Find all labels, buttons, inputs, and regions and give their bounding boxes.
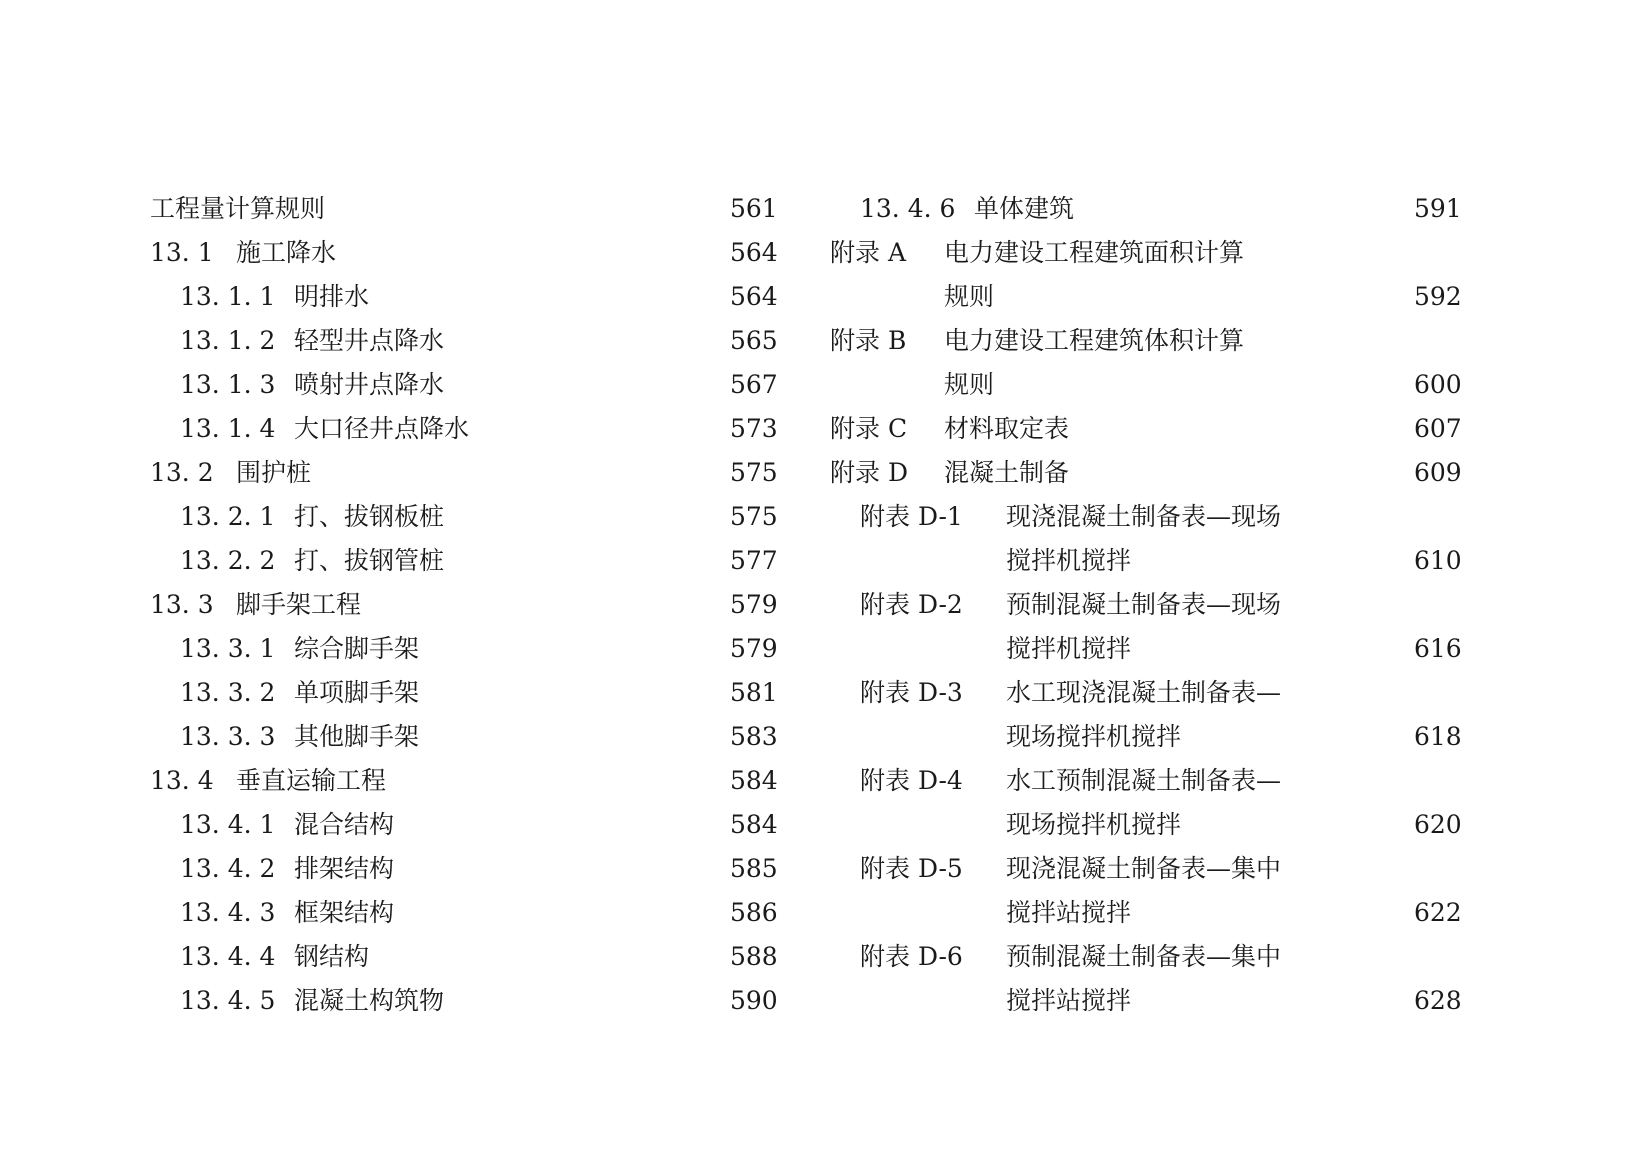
entry-number: 13. 2 [150, 458, 214, 487]
entry-page: 607 [1414, 414, 1462, 443]
entry-number: 附录 C [830, 414, 908, 443]
dot-leader [408, 847, 716, 891]
entry-page: 575 [730, 502, 778, 531]
entry-title: 预制混凝土制备表—现场 [1006, 590, 1282, 619]
entry-number: 13. 4. 2 [180, 854, 276, 883]
dot-leader [1008, 275, 1400, 319]
entry-number: 13. 4. 3 [180, 898, 276, 927]
dot-leader [325, 451, 716, 495]
entry-title: 电力建设工程建筑面积计算 [944, 238, 1245, 267]
toc-entry-continuation[interactable] [830, 627, 1462, 671]
dot-leader [1088, 187, 1400, 231]
toc-entry[interactable] [830, 847, 1458, 891]
dot-leader [1008, 363, 1400, 407]
entry-number: 附表 D-4 [860, 766, 963, 795]
toc-entry[interactable] [150, 495, 778, 539]
dot-leader [375, 583, 716, 627]
entry-page: 583 [730, 722, 778, 751]
entry-title-continuation: 现场搅拌机搅拌 [1006, 722, 1182, 751]
entry-number: 13. 3. 1 [180, 634, 276, 663]
entry-page: 609 [1414, 458, 1462, 487]
entry-page: 577 [730, 546, 778, 575]
entry-number: 附表 D-2 [860, 590, 963, 619]
entry-page: 628 [1414, 986, 1462, 1015]
dot-leader [1195, 803, 1400, 847]
entry-title: 综合脚手架 [294, 634, 420, 663]
entry-page: 561 [730, 194, 778, 223]
entry-page: 581 [730, 678, 778, 707]
dot-leader [383, 275, 716, 319]
entry-page: 588 [730, 942, 778, 971]
entry-title: 明排水 [294, 282, 370, 311]
dot-leader [458, 495, 716, 539]
entry-page: 622 [1414, 898, 1462, 927]
entry-number: 13. 4. 1 [180, 810, 276, 839]
entry-page: 564 [730, 282, 778, 311]
entry-title-continuation: 搅拌站搅拌 [1006, 898, 1132, 927]
toc-entry[interactable] [830, 583, 1458, 627]
toc-entry[interactable] [150, 935, 778, 979]
dot-leader [458, 539, 716, 583]
toc-entry[interactable] [150, 759, 778, 803]
toc-entry[interactable] [830, 671, 1458, 715]
toc-entry[interactable] [150, 319, 778, 363]
toc-entry[interactable] [150, 847, 778, 891]
toc-entry[interactable] [150, 407, 778, 451]
entry-title-continuation: 规则 [944, 370, 995, 399]
toc-entry-continuation[interactable] [830, 979, 1462, 1023]
toc-entry-continuation[interactable] [830, 363, 1462, 407]
entry-title: 混凝土制备 [944, 458, 1070, 487]
entry-title: 轻型井点降水 [294, 326, 445, 355]
toc-entry[interactable] [150, 275, 778, 319]
entry-number: 13. 4 [150, 766, 214, 795]
entry-title: 单体建筑 [974, 194, 1075, 223]
dot-leader [408, 891, 716, 935]
entry-title: 大口径井点降水 [294, 414, 470, 443]
entry-number: 附表 D-1 [860, 502, 963, 531]
entry-title-continuation: 规则 [944, 282, 995, 311]
toc-entry[interactable] [830, 451, 1462, 495]
entry-title: 钢结构 [294, 942, 370, 971]
entry-number: 13. 2. 1 [180, 502, 276, 531]
entry-page: 579 [730, 590, 778, 619]
entry-page: 590 [730, 986, 778, 1015]
toc-entry[interactable] [150, 231, 778, 275]
entry-title: 喷射井点降水 [294, 370, 445, 399]
entry-title: 现浇混凝土制备表—集中 [1006, 854, 1282, 883]
entry-number: 13. 1 [150, 238, 214, 267]
toc-entry[interactable] [830, 231, 1458, 275]
entry-number: 13. 2. 2 [180, 546, 276, 575]
dot-leader [1145, 891, 1400, 935]
dot-leader [408, 803, 716, 847]
toc-entry-continuation[interactable] [830, 803, 1462, 847]
dot-leader [458, 319, 716, 363]
entry-title: 单项脚手架 [294, 678, 420, 707]
entry-number: 附表 D-6 [860, 942, 963, 971]
entry-title: 垂直运输工程 [236, 766, 387, 795]
toc-entry[interactable] [150, 451, 778, 495]
entry-title: 排架结构 [294, 854, 395, 883]
entry-page: 584 [730, 810, 778, 839]
entry-title: 水工现浇混凝土制备表— [1006, 678, 1282, 707]
entry-number: 附表 D-3 [860, 678, 963, 707]
toc-right-column [830, 187, 1462, 1023]
entry-title: 混凝土构筑物 [294, 986, 445, 1015]
dot-leader [350, 231, 716, 275]
entry-page: 564 [730, 238, 778, 267]
entry-title-continuation: 现场搅拌机搅拌 [1006, 810, 1182, 839]
toc-entry[interactable] [150, 891, 778, 935]
entry-title: 施工降水 [236, 238, 337, 267]
entry-title: 框架结构 [294, 898, 395, 927]
entry-page: 610 [1414, 546, 1462, 575]
entry-page: 585 [730, 854, 778, 883]
entry-title: 水工预制混凝土制备表— [1006, 766, 1282, 795]
toc-entry[interactable] [150, 979, 778, 1023]
toc-entry[interactable] [830, 319, 1458, 363]
entry-title-continuation: 搅拌机搅拌 [1006, 634, 1132, 663]
entry-number: 13. 3 [150, 590, 214, 619]
toc-entry[interactable] [150, 715, 778, 759]
entry-number: 13. 4. 4 [180, 942, 276, 971]
toc-entry[interactable] [150, 627, 778, 671]
entry-page: 567 [730, 370, 778, 399]
toc-entry-continuation[interactable] [830, 891, 1462, 935]
toc-entry[interactable] [150, 187, 778, 231]
entry-number: 13. 4. 5 [180, 986, 276, 1015]
dot-leader [458, 363, 716, 407]
entry-page: 579 [730, 634, 778, 663]
entry-page: 616 [1414, 634, 1462, 663]
entry-title: 材料取定表 [944, 414, 1070, 443]
entry-title: 其他脚手架 [294, 722, 420, 751]
toc-entry[interactable] [830, 495, 1458, 539]
dot-leader [433, 627, 716, 671]
toc-entry[interactable] [830, 759, 1458, 803]
entry-number: 附录 B [830, 326, 907, 355]
entry-number: 13. 1. 4 [180, 414, 276, 443]
toc-entry[interactable] [150, 583, 778, 627]
entry-page: 618 [1414, 722, 1462, 751]
entry-title: 脚手架工程 [236, 590, 362, 619]
entry-page: 584 [730, 766, 778, 795]
entry-number: 13. 4. 6 [860, 194, 956, 223]
toc-left-column [150, 187, 778, 1023]
toc-entry[interactable] [830, 935, 1458, 979]
entry-title-continuation: 搅拌站搅拌 [1006, 986, 1132, 1015]
entry-page: 620 [1414, 810, 1462, 839]
toc-entry-continuation[interactable] [830, 539, 1462, 583]
entry-title: 混合结构 [294, 810, 395, 839]
toc-entry[interactable] [150, 539, 778, 583]
entry-number: 13. 1. 3 [180, 370, 276, 399]
dot-leader [339, 187, 716, 231]
toc-entry[interactable] [150, 671, 778, 715]
entry-title: 打、拔钢板桩 [294, 502, 445, 531]
entry-page: 591 [1414, 194, 1462, 223]
entry-page: 586 [730, 898, 778, 927]
dot-leader [433, 671, 716, 715]
entry-title: 围护桩 [236, 458, 312, 487]
dot-leader [1083, 407, 1400, 451]
entry-title: 现浇混凝土制备表—现场 [1006, 502, 1282, 531]
dot-leader [383, 935, 716, 979]
entry-title: 打、拔钢管桩 [294, 546, 445, 575]
entry-number: 13. 3. 3 [180, 722, 276, 751]
entry-number: 13. 1. 1 [180, 282, 276, 311]
entry-page: 573 [730, 414, 778, 443]
entry-number: 13. 3. 2 [180, 678, 276, 707]
dot-leader [1145, 627, 1400, 671]
dot-leader [400, 759, 716, 803]
dot-leader [1083, 451, 1400, 495]
toc-entry[interactable] [150, 803, 778, 847]
entry-title: 电力建设工程建筑体积计算 [944, 326, 1245, 355]
entry-number: 附录 A [830, 238, 907, 267]
dot-leader [458, 979, 716, 1023]
entry-page: 565 [730, 326, 778, 355]
entry-number: 13. 1. 2 [180, 326, 276, 355]
dot-leader [1145, 979, 1400, 1023]
toc-entry[interactable] [830, 187, 1462, 231]
toc-entry-continuation[interactable] [830, 715, 1462, 759]
entry-title-continuation: 搅拌机搅拌 [1006, 546, 1132, 575]
dot-leader [433, 715, 716, 759]
dot-leader [1145, 539, 1400, 583]
entry-title: 预制混凝土制备表—集中 [1006, 942, 1282, 971]
toc-entry[interactable] [830, 407, 1462, 451]
entry-number: 附表 D-5 [860, 854, 963, 883]
entry-title: 工程量计算规则 [150, 194, 326, 223]
entry-page: 592 [1414, 282, 1462, 311]
toc-entry[interactable] [150, 363, 778, 407]
entry-number: 附录 D [830, 458, 908, 487]
toc-entry-continuation[interactable] [830, 275, 1462, 319]
entry-page: 575 [730, 458, 778, 487]
dot-leader [1195, 715, 1400, 759]
entry-page: 600 [1414, 370, 1462, 399]
dot-leader [483, 407, 716, 451]
